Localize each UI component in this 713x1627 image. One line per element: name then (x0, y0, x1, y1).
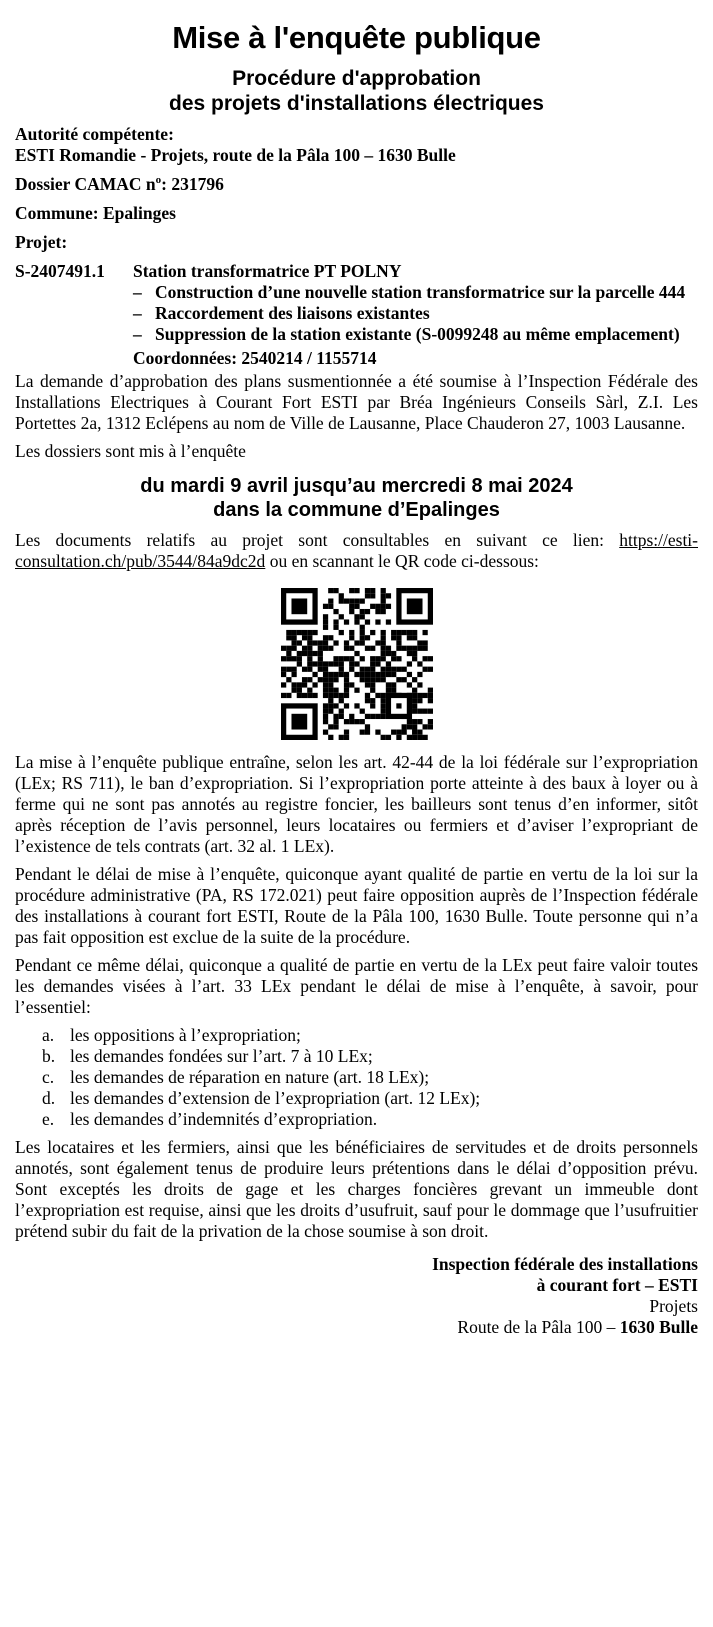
lex-demands-list (15, 1025, 698, 1130)
project-item (133, 303, 698, 324)
signature-address (15, 1317, 698, 1338)
signature-block (15, 1254, 698, 1338)
project-details (133, 261, 698, 369)
project-item (133, 324, 698, 345)
dossier-label: Dossier CAMAC n (15, 174, 156, 194)
public-notice (15, 18, 698, 1338)
list-item (42, 1046, 698, 1067)
commune-label: Commune: (15, 203, 99, 223)
dossiers-line: Les dossiers sont mis à l’enquête (15, 441, 246, 461)
authority-block (15, 124, 698, 166)
notice-subtitle (15, 66, 698, 116)
list-item (42, 1088, 698, 1109)
list-letter: c. (42, 1067, 55, 1087)
signature-line-2: à courant fort – ESTI (536, 1275, 698, 1295)
project-item-text: Raccordement des liaisons existantes (155, 303, 430, 323)
documents-text: Les documents relatifs au projet sont consultables en suivant ce lien: (15, 530, 604, 550)
enquiry-dates (15, 474, 698, 522)
project-label: Projet: (15, 232, 68, 252)
list-text: les demandes d’indemnités d’expropriation. (70, 1109, 378, 1129)
dash-bullet: – (133, 303, 142, 323)
notice-title: Mise à l'enquête publique (172, 20, 541, 55)
commune-value: Epalinges (98, 203, 176, 223)
project-coordinates: Coordonnées: 2540214 / 1155714 (133, 348, 377, 368)
signature-line-3: Projets (649, 1296, 698, 1316)
project-row (15, 261, 698, 369)
list-letter: d. (42, 1088, 56, 1108)
consultation-link[interactable]: https://esti-consultation.ch/pub/3544/84a9dc2d (15, 530, 698, 571)
qr-code-icon[interactable] (281, 588, 433, 740)
lex-paragraph: Pendant ce même délai, quiconque a qualité de partie en vertu de la LEx peut faire valoir toutes les demandes visées à l’art. 33 LEx pendant le délai de mise à l’enquête, à savoir, pour l’essentiel: (15, 955, 698, 1017)
address-city: 1630 Bulle (619, 1317, 698, 1337)
project-item-text: Suppression de la station existante (S-0099248 au même emplacement) (155, 324, 680, 344)
project-item-text: Construction d’une nouvelle station transformatrice sur la parcelle 444 (155, 282, 686, 302)
signature-line-1: Inspection fédérale des installations (432, 1254, 698, 1274)
list-letter: a. (42, 1025, 55, 1045)
intro-paragraph: La demande d’approbation des plans susmentionnée a été soumise à l’Inspection Fédérale des Installations Electriques à Courant Fort ESTI par Bréa Ingénieurs Conseils Sàrl, Z.I. Les Portettes 2a, 1312 Eclépens au nom de Ville de Lausanne, Place Chauderon 27, 1003 Lausanne. (15, 371, 698, 433)
list-text: les demandes d’extension de l’expropriation (art. 12 LEx); (70, 1088, 481, 1108)
authority-value: ESTI Romandie - Projets, route de la Pâla 100 – 1630 Bulle (15, 145, 456, 165)
project-item (133, 282, 698, 303)
project-name: Station transformatrice PT POLNY (133, 261, 402, 281)
authority-label: Autorité compétente: (15, 124, 174, 144)
expropriation-paragraph: La mise à l’enquête publique entraîne, selon les art. 42-44 de la loi fédérale sur l’expropriation (LEx; RS 711), le ban d’expropriation. Si l’expropriation porte atteinte à des baux à loyer ou à ferme qui ne sont pas annotés au registre foncier, les bailleurs sont tenus d’en informer, sitôt après réception de l’avis personnel, leurs locataires ou fermiers et d’aviser l’expropriant de l’existence de tels contrats (art. 32 al. 1 LEx). (15, 752, 698, 856)
project-code: S-2407491.1 (15, 261, 105, 281)
qr-code-container (15, 588, 698, 740)
dates-line-1: du mardi 9 avril jusqu’au mercredi 8 mai 2024 (140, 475, 573, 497)
subtitle-line-1: Procédure d'approbation (232, 67, 481, 90)
dossier-superscript: o (155, 174, 162, 187)
address-street: Route de la Pâla 100 – (457, 1317, 620, 1337)
list-item (42, 1067, 698, 1088)
dash-bullet: – (133, 282, 142, 302)
dash-bullet: – (133, 324, 142, 344)
tenants-paragraph: Les locataires et les fermiers, ainsi que les bénéficiaires de servitudes et de droits personnels annotés, sont également tenus de produire leurs prétentions dans le délai d’opposition prévu. Sont exceptés les droits de gage et les charges foncières grevant un immeuble dont l’expropriation est requise, ainsi que les droits d’usufruit, sauf pour le dommage que l’usufruitier prétend subir du fait de la privation de la chose soumise à son droit. (15, 1137, 698, 1241)
list-text: les oppositions à l’expropriation; (70, 1025, 301, 1045)
list-letter: b. (42, 1046, 56, 1066)
dossier-value: : 231796 (161, 174, 224, 194)
commune-line (15, 203, 698, 224)
list-item (42, 1109, 698, 1130)
opposition-paragraph: Pendant le délai de mise à l’enquête, quiconque ayant qualité de partie en vertu de la loi sur la procédure administrative (PA, RS 172.021) peut faire opposition auprès de l’Inspection fédérale des installations à courant fort ESTI, Route de la Pâla 100, 1630 Bulle. Toute personne qui n’a pas fait opposition est exclue de la suite de la procédure. (15, 864, 698, 947)
dates-line-2: dans la commune d’Epalinges (213, 499, 500, 521)
list-item (42, 1025, 698, 1046)
list-letter: e. (42, 1109, 55, 1129)
documents-after-link: ou en scannant le QR code ci-dessous: (265, 551, 539, 571)
list-text: les demandes de réparation en nature (art. 18 LEx); (70, 1067, 430, 1087)
dossier-line (15, 174, 698, 195)
subtitle-line-2: des projets d'installations électriques (169, 92, 544, 115)
list-text: les demandes fondées sur l’art. 7 à 10 LEx; (70, 1046, 373, 1066)
documents-paragraph (15, 530, 698, 572)
